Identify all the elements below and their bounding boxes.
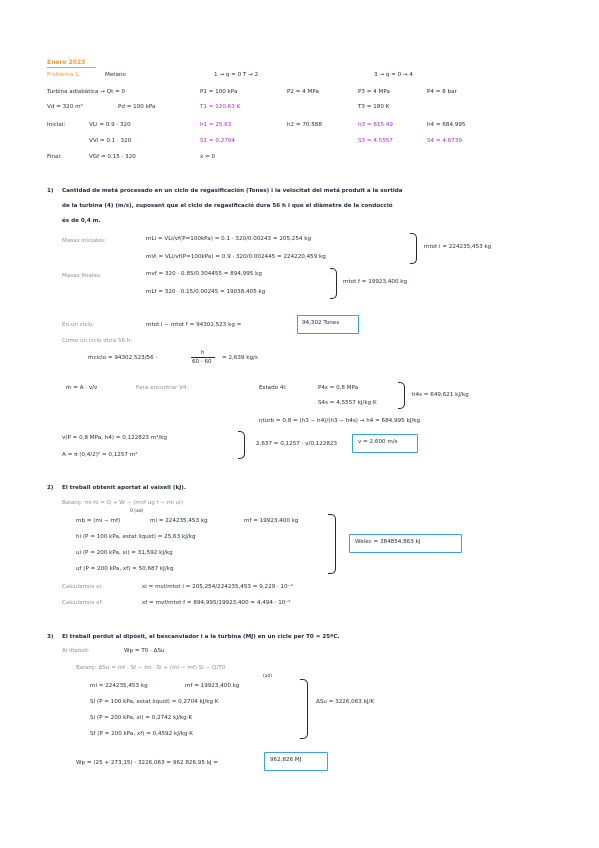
mf-value: mf = 19923,400 kg: [244, 518, 299, 524]
brace-estado4: [398, 382, 405, 409]
answer-velocity: v = 2,600 m/s: [358, 439, 398, 445]
mciclo-den: 60 · 60: [192, 359, 212, 365]
mtot-i: mtot i = 224235,453 kg: [424, 244, 492, 250]
h1-value: h1 = 25.63: [200, 122, 232, 128]
masas-finales-label: Masas finales:: [62, 273, 102, 279]
h4s-value: h4s = 649,621 kJ/kg: [412, 392, 469, 398]
h3-value: h3 = 815.49: [358, 122, 393, 128]
zero-ad-note: 0 (ad): [130, 509, 144, 514]
wp-result: Wp = (25 + 273,15) · 3226,063 = 962 826,95 kJ =: [76, 760, 219, 766]
q3-mi-value: mi = 224235,453 kg: [90, 683, 148, 689]
estado4-label: Estado 4i:: [259, 385, 287, 391]
date-underline: [47, 67, 96, 68]
p1-value: P1 = 100 kPa: [200, 89, 238, 95]
v4-eq: v(P = 0,8 MPa, h4) = 0,122823 m³/kg: [62, 435, 168, 441]
q2-number: 2): [47, 485, 54, 491]
mciclo-fraction-bar: [191, 357, 215, 358]
dipositi-label: Al dipòsit:: [62, 648, 90, 654]
q1-line2: de la turbina (4) (m/s), suposant que el ciclo de regasificació dura 56 h i que el diàmetre de la conducció: [62, 203, 393, 209]
brace-entropy: [300, 679, 308, 739]
sl-value: Sl (P = 100 kPa, estat liquid) = 0,2704 kJ/kg·K: [90, 699, 219, 705]
vli-value: VLi = 0.9 · 320: [89, 122, 131, 128]
masas-iniciales-label: Masas iniciales:: [62, 238, 106, 244]
mvi-eq: mVi = VLi/vf(P=100kPa) = 0.9 · 320/0.002445 = 224220,459 kg: [146, 254, 326, 260]
date-heading: Enero 2023: [47, 59, 86, 66]
mciclo-num: h: [201, 350, 205, 356]
q1-line3: és de 0,4 m.: [62, 218, 101, 224]
t3-value: T3 = 180 K: [358, 104, 390, 110]
mli-eq: mLi = VLi/vf(P=100kPa) = 0.1 · 320/0.00243 = 205,254 kg: [146, 236, 312, 242]
q3-mf-value: mf = 19923,400 kg: [185, 683, 240, 689]
mlf-eq: mLf = 320 · 0.15/0.00245 = 19038,405 kg: [146, 289, 266, 295]
vd-value: Vd = 320 m³: [47, 104, 83, 110]
entropy-balance: Balanç: ΔSu = mf · Sf − mi · Si + (mi − mf) Sl − Q/T0: [76, 665, 226, 671]
delta-su: ΔSu = 3226,063 kJ/K: [316, 699, 375, 705]
problem-label: Problema 1.: [47, 72, 81, 78]
mass-difference: mtot i − mtot f = 94302,523 kg =: [146, 322, 242, 328]
final-label: Final:: [47, 154, 62, 160]
turbine-note: Turbina adiabática → Qt = 0: [47, 89, 126, 95]
xi-eq: xi = mvi/mtot i = 205,254/224235,453 = 9,229 · 10⁻⁴: [142, 584, 293, 590]
ciclo-label: En un ciclo:: [62, 322, 95, 328]
uf-value: uf (P = 200 kPa, xf) = 50,687 kJ/kg: [76, 566, 174, 572]
como-label: Como un ciclo dura 56 h:: [62, 338, 133, 344]
sf-value: Sf (P = 200 kPa, xf) = 0,4592 kJ/kg·K: [90, 731, 193, 737]
xf-eq: xf = mvf/mtot f = 894,995/19923,400 = 4,494 · 10⁻²: [142, 600, 291, 606]
mvf-eq: mvf = 320 · 0.85/0.304455 = 894,995 kg: [146, 271, 262, 277]
p3-value: P3 = 4 MPa: [358, 89, 390, 95]
mb-eq: mb = (mi − mf): [76, 518, 121, 524]
s4-value: S4 = 4.6739: [427, 138, 462, 144]
s3-value: S3 = 4.5557: [358, 138, 393, 144]
substance-label: Metano: [105, 72, 126, 78]
s1-value: S1 = 0.2704: [200, 138, 235, 144]
h4-value: h4 = 684.995: [427, 122, 466, 128]
p2-value: P2 = 4 MPa: [287, 89, 319, 95]
ui-value: ui (P = 200 kPa, xi) = 31,592 kJ/kg: [76, 550, 173, 556]
s4s-value: S4s = 4,5557 kJ/kg·K: [318, 400, 377, 406]
p4s-value: P4s = 0,8 MPa: [318, 385, 359, 391]
x0-value: x = 0: [200, 154, 216, 160]
answer-work: Welec = 384854,863 kJ: [355, 539, 421, 545]
inicial-label: Inicial:: [47, 122, 66, 128]
mciclo-rhs: = 2,639 kg/s: [222, 355, 258, 361]
brace-work: [328, 514, 336, 574]
answer-tones: 94,302 Tones: [302, 320, 340, 326]
mdot-eq: ṁ = A · v/v: [66, 385, 98, 391]
pd-value: Pd = 100 kPa: [118, 104, 156, 110]
hi-value: hi (P = 100 kPa, estat liquid) = 25,63 kJ/kg: [76, 534, 196, 540]
q-ad-note: (ad): [263, 674, 273, 679]
q3-number: 3): [47, 634, 54, 640]
si-value: Si (P = 200 kPa, xi) = 0,2742 kJ/kg·K: [90, 715, 193, 721]
balance-eq: Balanç: mi hi = Q + W − (mvf ug f − mi ui): [62, 500, 183, 506]
para-label: Para encontrar V4:: [136, 385, 189, 391]
process-3-4: 3 → q = 0 → 4: [374, 72, 413, 78]
answer-lost-work: 962,826 MJ: [270, 757, 302, 763]
mi-value: mi = 224235,453 kg: [150, 518, 208, 524]
vvi-value: VVi = 0.1 · 320: [89, 138, 132, 144]
area-eq: A = π (0,4/2)² = 0,1257 m²: [62, 452, 138, 458]
p4-value: P4 = 8 bar: [427, 89, 457, 95]
q2-text: El treball obtenit aportat al vaixell (kJ).: [62, 485, 186, 491]
mtot-f: mtot f = 19923,400 kg: [343, 279, 408, 285]
t1-value: T1 = 120.63 K: [200, 104, 241, 110]
velocity-eq: 2,637 = 0,1257 · v/0,122823: [256, 441, 338, 447]
h2-value: h2 = 70.588: [287, 122, 322, 128]
process-1-2: 1 → q = 0 T → 2: [214, 72, 259, 78]
calc-xf-label: Calculamos xf:: [62, 600, 104, 606]
eta-eq: ηturb = 0,8 = (h3 − h4)/(h3 − h4s) → h4 = 684,995 kJ/kg: [259, 418, 421, 424]
wp-definition: Wp = T0 · ΔSu: [124, 648, 165, 654]
mciclo-lhs: ṁciclo = 94302,523/56 ·: [88, 355, 158, 361]
brace-masas-iniciales: [410, 233, 417, 264]
q1-number: 1): [47, 188, 54, 194]
q1-line1: Cantidad de metá procesado en un ciclo de regasificación (Tones) i la velocitat del metá produït a la sortida: [62, 188, 403, 194]
q3-text: El treball perdut al dipòsit, al bescanviador i a la turbina (MJ) en un cicle per T0 = 25ºC.: [62, 634, 340, 640]
calc-xi-label: Calculamos xi:: [62, 584, 103, 590]
vgf-value: VGf = 0.15 · 320: [89, 154, 136, 160]
brace-velocity: [238, 431, 245, 459]
brace-masas-finales: [330, 268, 337, 299]
